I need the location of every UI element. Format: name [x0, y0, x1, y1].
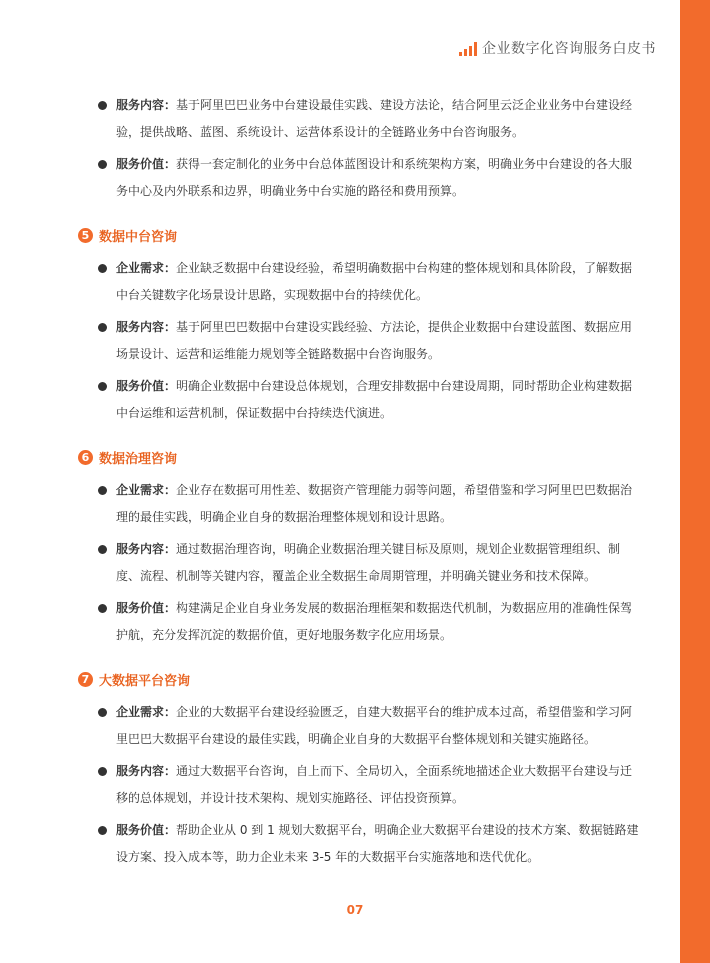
item-text: 基于阿里巴巴业务中台建设最佳实践、建设方法论，结合阿里云泛企业业务中台建设经验，提供战略、蓝图、系统设计、运营体系设计的全链路业务中台咨询服务。 [116, 98, 633, 139]
list-item [78, 477, 642, 531]
item-text: 帮助企业从 0 到 1 规划大数据平台，明确企业大数据平台建设的技术方案、数据链路建设方案、投入成本等，助力企业未来 3-5 年的大数据平台实施落地和迭代优化。 [116, 823, 639, 864]
item-label: 服务内容： [116, 764, 177, 778]
section-heading [78, 445, 642, 469]
list-item [78, 699, 642, 753]
right-edge-stripe [680, 0, 710, 963]
section-data-governance [78, 445, 642, 649]
document-header [459, 40, 656, 58]
section-title: 大数据平台咨询 [99, 673, 191, 689]
item-label: 服务内容： [116, 320, 177, 334]
section-number-badge: 6 [78, 450, 93, 465]
list-item [78, 92, 642, 146]
document-title: 企业数字化咨询服务白皮书 [482, 41, 656, 57]
section-number-badge: 5 [78, 228, 93, 243]
list-item [78, 817, 642, 871]
item-text: 通过数据治理咨询，明确企业数据治理关键目标及原则，规划企业数据管理组织、制度、流程、机制等关键内容，覆盖企业全数据生命周期管理，并明确关键业务和技术保障。 [116, 542, 621, 583]
section-data-middle-platform [78, 223, 642, 427]
item-text: 明确企业数据中台建设总体规划，合理安排数据中台建设周期，同时帮助企业构建数据中台运维和运营机制，保证数据中台持续迭代演进。 [116, 379, 633, 420]
item-label: 企业需求： [116, 261, 177, 275]
bar-chart-logo-icon [459, 42, 477, 56]
item-text: 企业存在数据可用性差、数据资产管理能力弱等问题，希望借鉴和学习阿里巴巴数据治理的最佳实践，明确企业自身的数据治理整体规划和设计思路。 [116, 483, 633, 524]
section-number-badge: 7 [78, 672, 93, 687]
intro-list [78, 92, 642, 205]
item-label: 企业需求： [116, 705, 177, 719]
item-label: 企业需求： [116, 483, 177, 497]
list-item [78, 255, 642, 309]
list-item [78, 373, 642, 427]
item-text: 通过大数据平台咨询，自上而下、全局切入，全面系统地描述企业大数据平台建设与迁移的总体规划，并设计技术架构、规划实施路径、评估投资预算。 [116, 764, 633, 805]
item-text: 构建满足企业自身业务发展的数据治理框架和数据迭代机制，为数据应用的准确性保驾护航，充分发挥沉淀的数据价值，更好地服务数字化应用场景。 [116, 601, 633, 642]
item-label: 服务价值： [116, 823, 177, 837]
item-label: 服务价值： [116, 601, 177, 615]
page-content [78, 92, 642, 876]
section-title: 数据中台咨询 [99, 229, 178, 245]
section-title: 数据治理咨询 [99, 451, 178, 467]
item-text: 企业的大数据平台建设经验匮乏，自建大数据平台的维护成本过高，希望借鉴和学习阿里巴巴大数据平台建设的最佳实践，明确企业自身的大数据平台整体规划和关键实施路径。 [116, 705, 633, 746]
item-text: 获得一套定制化的业务中台总体蓝图设计和系统架构方案，明确业务中台建设的各大服务中心及内外联系和边界，明确业务中台实施的路径和费用预算。 [116, 157, 633, 198]
item-label: 服务内容： [116, 98, 177, 112]
item-label: 服务价值： [116, 157, 177, 171]
item-label: 服务内容： [116, 542, 177, 556]
item-label: 服务价值： [116, 379, 177, 393]
list-item [78, 314, 642, 368]
item-text: 基于阿里巴巴数据中台建设实践经验、方法论，提供企业数据中台建设蓝图、数据应用场景设计、运营和运维能力规划等全链路数据中台咨询服务。 [116, 320, 633, 361]
list-item [78, 151, 642, 205]
section-big-data-platform [78, 667, 642, 871]
section-heading [78, 223, 642, 247]
item-text: 企业缺乏数据中台建设经验，希望明确数据中台构建的整体规划和具体阶段，了解数据中台关键数字化场景设计思路，实现数据中台的持续优化。 [116, 261, 633, 302]
list-item [78, 758, 642, 812]
list-item [78, 536, 642, 590]
section-heading [78, 667, 642, 691]
list-item [78, 595, 642, 649]
page-number: 07 [346, 903, 364, 917]
